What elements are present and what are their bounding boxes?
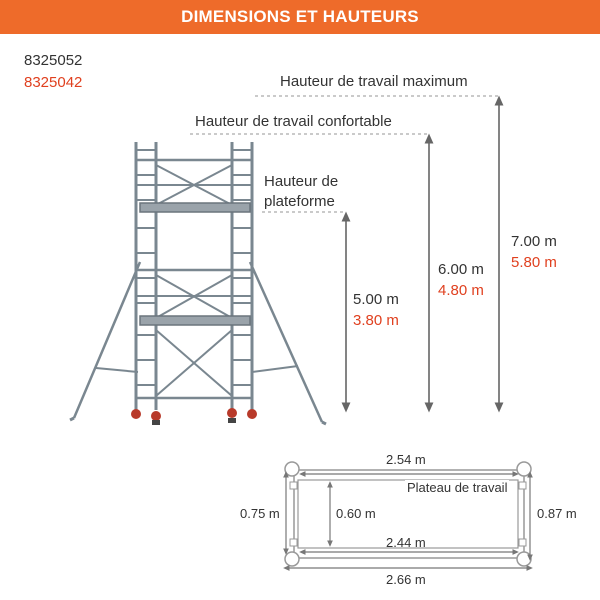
platform-height-label-line2: plateforme [264,193,335,210]
plan-inner-width-label: 2.44 m [386,535,426,550]
platform-height-label-line1: Hauteur de [264,173,339,190]
platform-height-value-secondary: 3.80 m [353,312,399,329]
plan-inner-depth-label: 0.60 m [336,506,376,521]
plan-view [285,462,531,568]
comfort-height-value-secondary: 4.80 m [438,282,484,299]
reference-secondary: 8325042 [24,74,83,91]
plan-overall-width-label: 2.66 m [386,572,426,587]
section-banner: DIMENSIONS ET HAUTEURS [0,0,600,34]
caster-wheel-icon [131,408,257,425]
comfort-height-value-primary: 6.00 m [438,261,484,278]
plan-left-depth-label: 0.75 m [240,506,280,521]
max-height-value-primary: 7.00 m [511,233,557,250]
plan-top-width-label: 2.54 m [386,452,426,467]
plateau-label: Plateau de travail [407,480,508,495]
comfort-height-label: Hauteur de travail confortable [195,113,392,130]
plan-right-depth-label: 0.87 m [537,506,577,521]
max-height-value-secondary: 5.80 m [511,254,557,271]
reference-primary: 8325052 [24,52,83,69]
max-height-label: Hauteur de travail maximum [280,73,468,90]
platform-height-value-primary: 5.00 m [353,291,399,308]
